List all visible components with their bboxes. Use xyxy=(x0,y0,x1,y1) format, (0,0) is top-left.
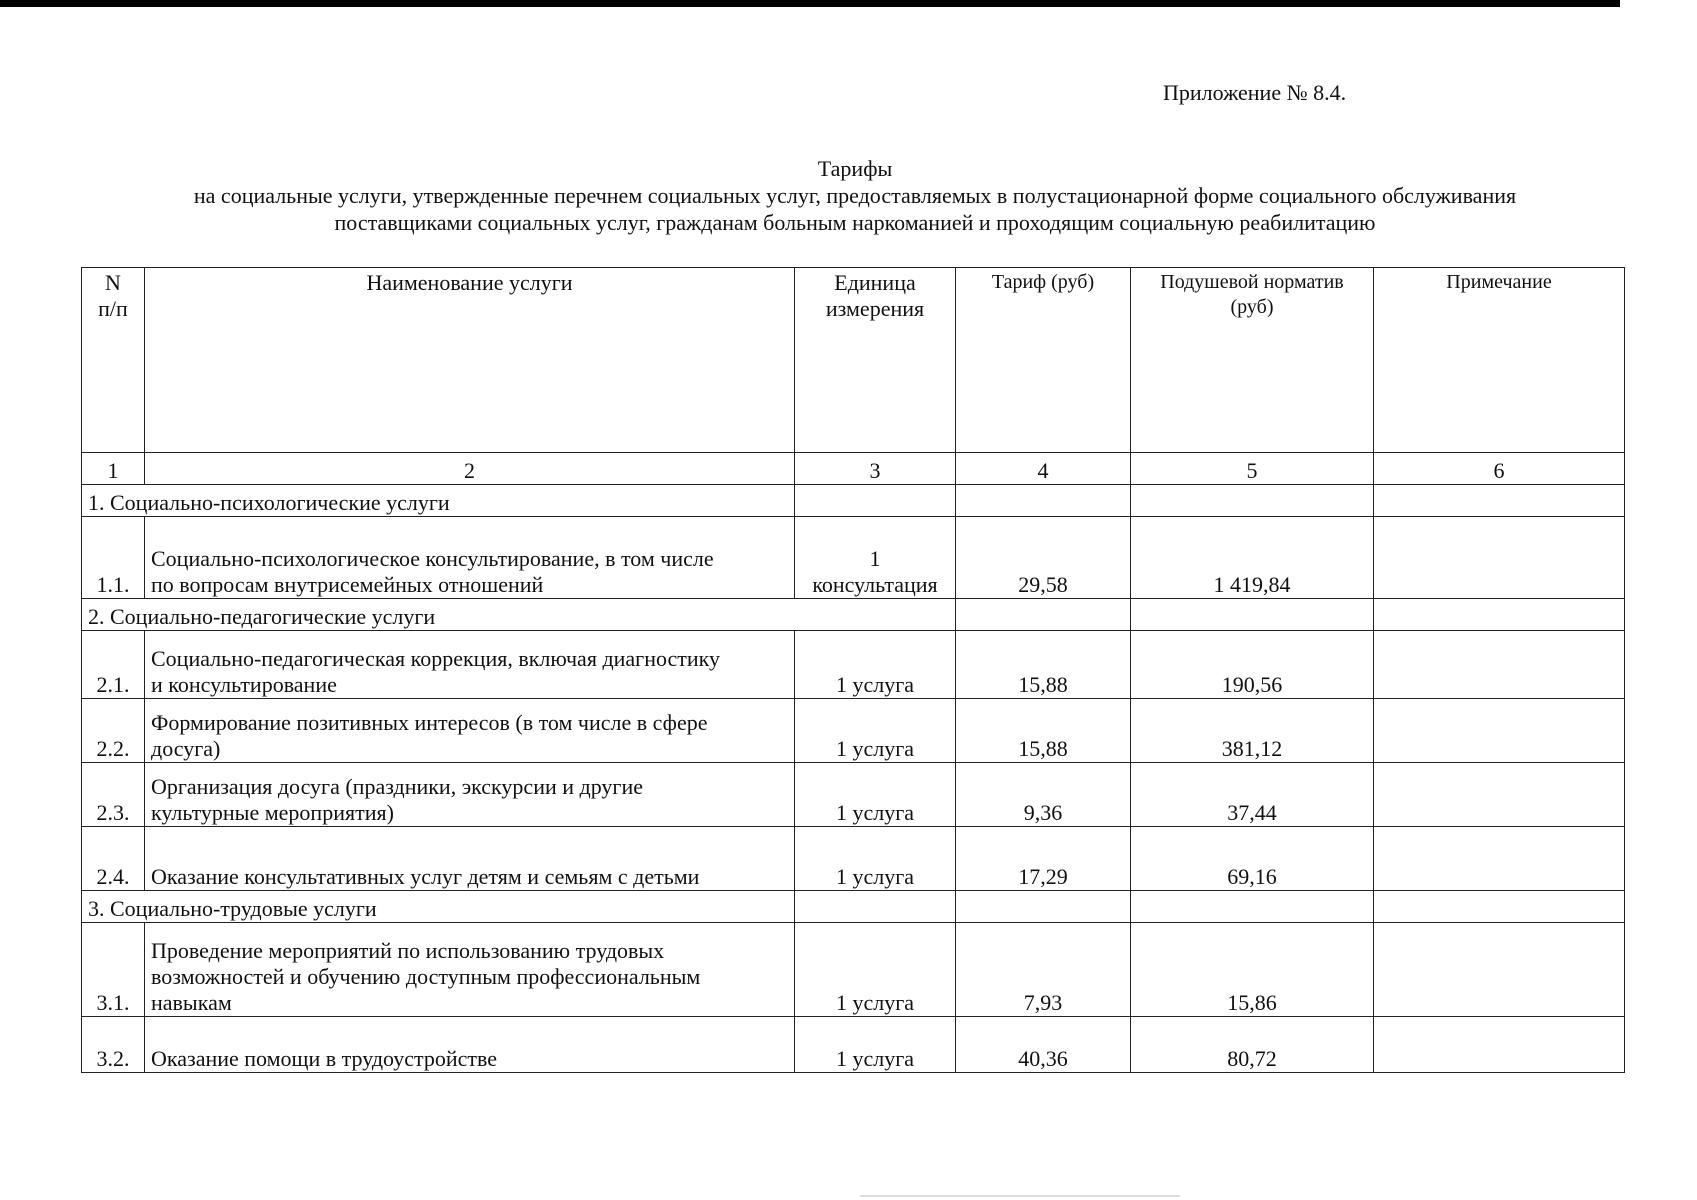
row-unit: 1 услуга xyxy=(795,1017,956,1073)
row-norm: 381,12 xyxy=(1131,699,1374,763)
row-number: 2.4. xyxy=(82,827,145,891)
table-row xyxy=(82,699,1625,763)
appendix-label: Приложение № 8.4. xyxy=(1163,80,1347,105)
header-unit: Единица измерения xyxy=(795,268,956,453)
row-note xyxy=(1374,827,1625,891)
scan-artifact xyxy=(860,1195,1180,1197)
heading-subtitle-line-2: поставщиками социальных услуг, гражданам больным наркоманией и проходящим социальную реабилитацию xyxy=(334,210,1376,235)
table-row xyxy=(82,517,1625,599)
row-norm: 69,16 xyxy=(1131,827,1374,891)
table-row xyxy=(82,827,1625,891)
row-service-name: Социально-психологическое консультирование, в том числе по вопросам внутрисемейных отношений xyxy=(145,517,795,599)
row-unit: 1 услуга xyxy=(795,699,956,763)
row-tariff: 15,88 xyxy=(956,699,1131,763)
row-unit: 1 услуга xyxy=(795,827,956,891)
header-number: N п/п xyxy=(82,268,145,453)
row-number: 2.2. xyxy=(82,699,145,763)
table-row xyxy=(82,763,1625,827)
row-tariff: 9,36 xyxy=(956,763,1131,827)
column-number-row xyxy=(82,453,1625,485)
section-title: 1. Социально-психологические услуги xyxy=(82,485,795,517)
row-note xyxy=(1374,517,1625,599)
row-tariff: 15,88 xyxy=(956,631,1131,699)
heading-subtitle-line-1: на социальные услуги, утвержденные перечнем социальных услуг, предоставляемых в полустационарной форме социального обслуживания xyxy=(193,183,1517,208)
table-row xyxy=(82,631,1625,699)
section-title: 2. Социально-педагогические услуги xyxy=(82,599,956,631)
column-number: 2 xyxy=(145,453,795,485)
table-header-row xyxy=(82,268,1625,453)
row-service-name: Проведение мероприятий по использованию трудовых возможностей и обучению доступным профессиональным навыкам xyxy=(145,923,795,1017)
row-service-name: Организация досуга (праздники, экскурсии и другие культурные мероприятия) xyxy=(145,763,795,827)
column-number: 5 xyxy=(1131,453,1374,485)
row-tariff: 7,93 xyxy=(956,923,1131,1017)
table-row xyxy=(82,1017,1625,1073)
row-service-name: Оказание помощи в трудоустройстве xyxy=(145,1017,795,1073)
header-norm: Подушевой норматив (руб) xyxy=(1131,268,1374,453)
row-service-name: Оказание консультативных услуг детям и семьям с детьми xyxy=(145,827,795,891)
table-row xyxy=(82,923,1625,1017)
row-norm: 1 419,84 xyxy=(1131,517,1374,599)
column-number: 3 xyxy=(795,453,956,485)
section-row xyxy=(82,891,1625,923)
heading-title: Тарифы xyxy=(817,156,893,181)
row-unit: 1 услуга xyxy=(795,923,956,1017)
row-note xyxy=(1374,699,1625,763)
row-number: 3.2. xyxy=(82,1017,145,1073)
tariffs-table xyxy=(81,267,1625,1073)
row-number: 1.1. xyxy=(82,517,145,599)
row-number: 2.1. xyxy=(82,631,145,699)
row-tariff: 40,36 xyxy=(956,1017,1131,1073)
row-number: 3.1. xyxy=(82,923,145,1017)
column-number: 6 xyxy=(1374,453,1625,485)
row-norm: 80,72 xyxy=(1131,1017,1374,1073)
row-service-name: Социально-педагогическая коррекция, включая диагностику и консультирование xyxy=(145,631,795,699)
row-norm: 15,86 xyxy=(1131,923,1374,1017)
document-heading xyxy=(80,155,1630,236)
row-number: 2.3. xyxy=(82,763,145,827)
header-service-name: Наименование услуги xyxy=(145,268,795,453)
header-tariff: Тариф (руб) xyxy=(956,268,1131,453)
row-unit: 1 услуга xyxy=(795,631,956,699)
column-number: 1 xyxy=(82,453,145,485)
section-title: 3. Социально-трудовые услуги xyxy=(82,891,795,923)
section-row xyxy=(82,599,1625,631)
row-norm: 190,56 xyxy=(1131,631,1374,699)
header-note: Примечание xyxy=(1374,268,1625,453)
column-number: 4 xyxy=(956,453,1131,485)
row-unit: 1 консультация xyxy=(795,517,956,599)
section-row xyxy=(82,485,1625,517)
row-norm: 37,44 xyxy=(1131,763,1374,827)
row-tariff: 17,29 xyxy=(956,827,1131,891)
row-unit: 1 услуга xyxy=(795,763,956,827)
row-tariff: 29,58 xyxy=(956,517,1131,599)
top-scan-border xyxy=(0,0,1620,7)
row-note xyxy=(1374,923,1625,1017)
row-note xyxy=(1374,631,1625,699)
row-service-name: Формирование позитивных интересов (в том числе в сфере досуга) xyxy=(145,699,795,763)
row-note xyxy=(1374,763,1625,827)
row-note xyxy=(1374,1017,1625,1073)
